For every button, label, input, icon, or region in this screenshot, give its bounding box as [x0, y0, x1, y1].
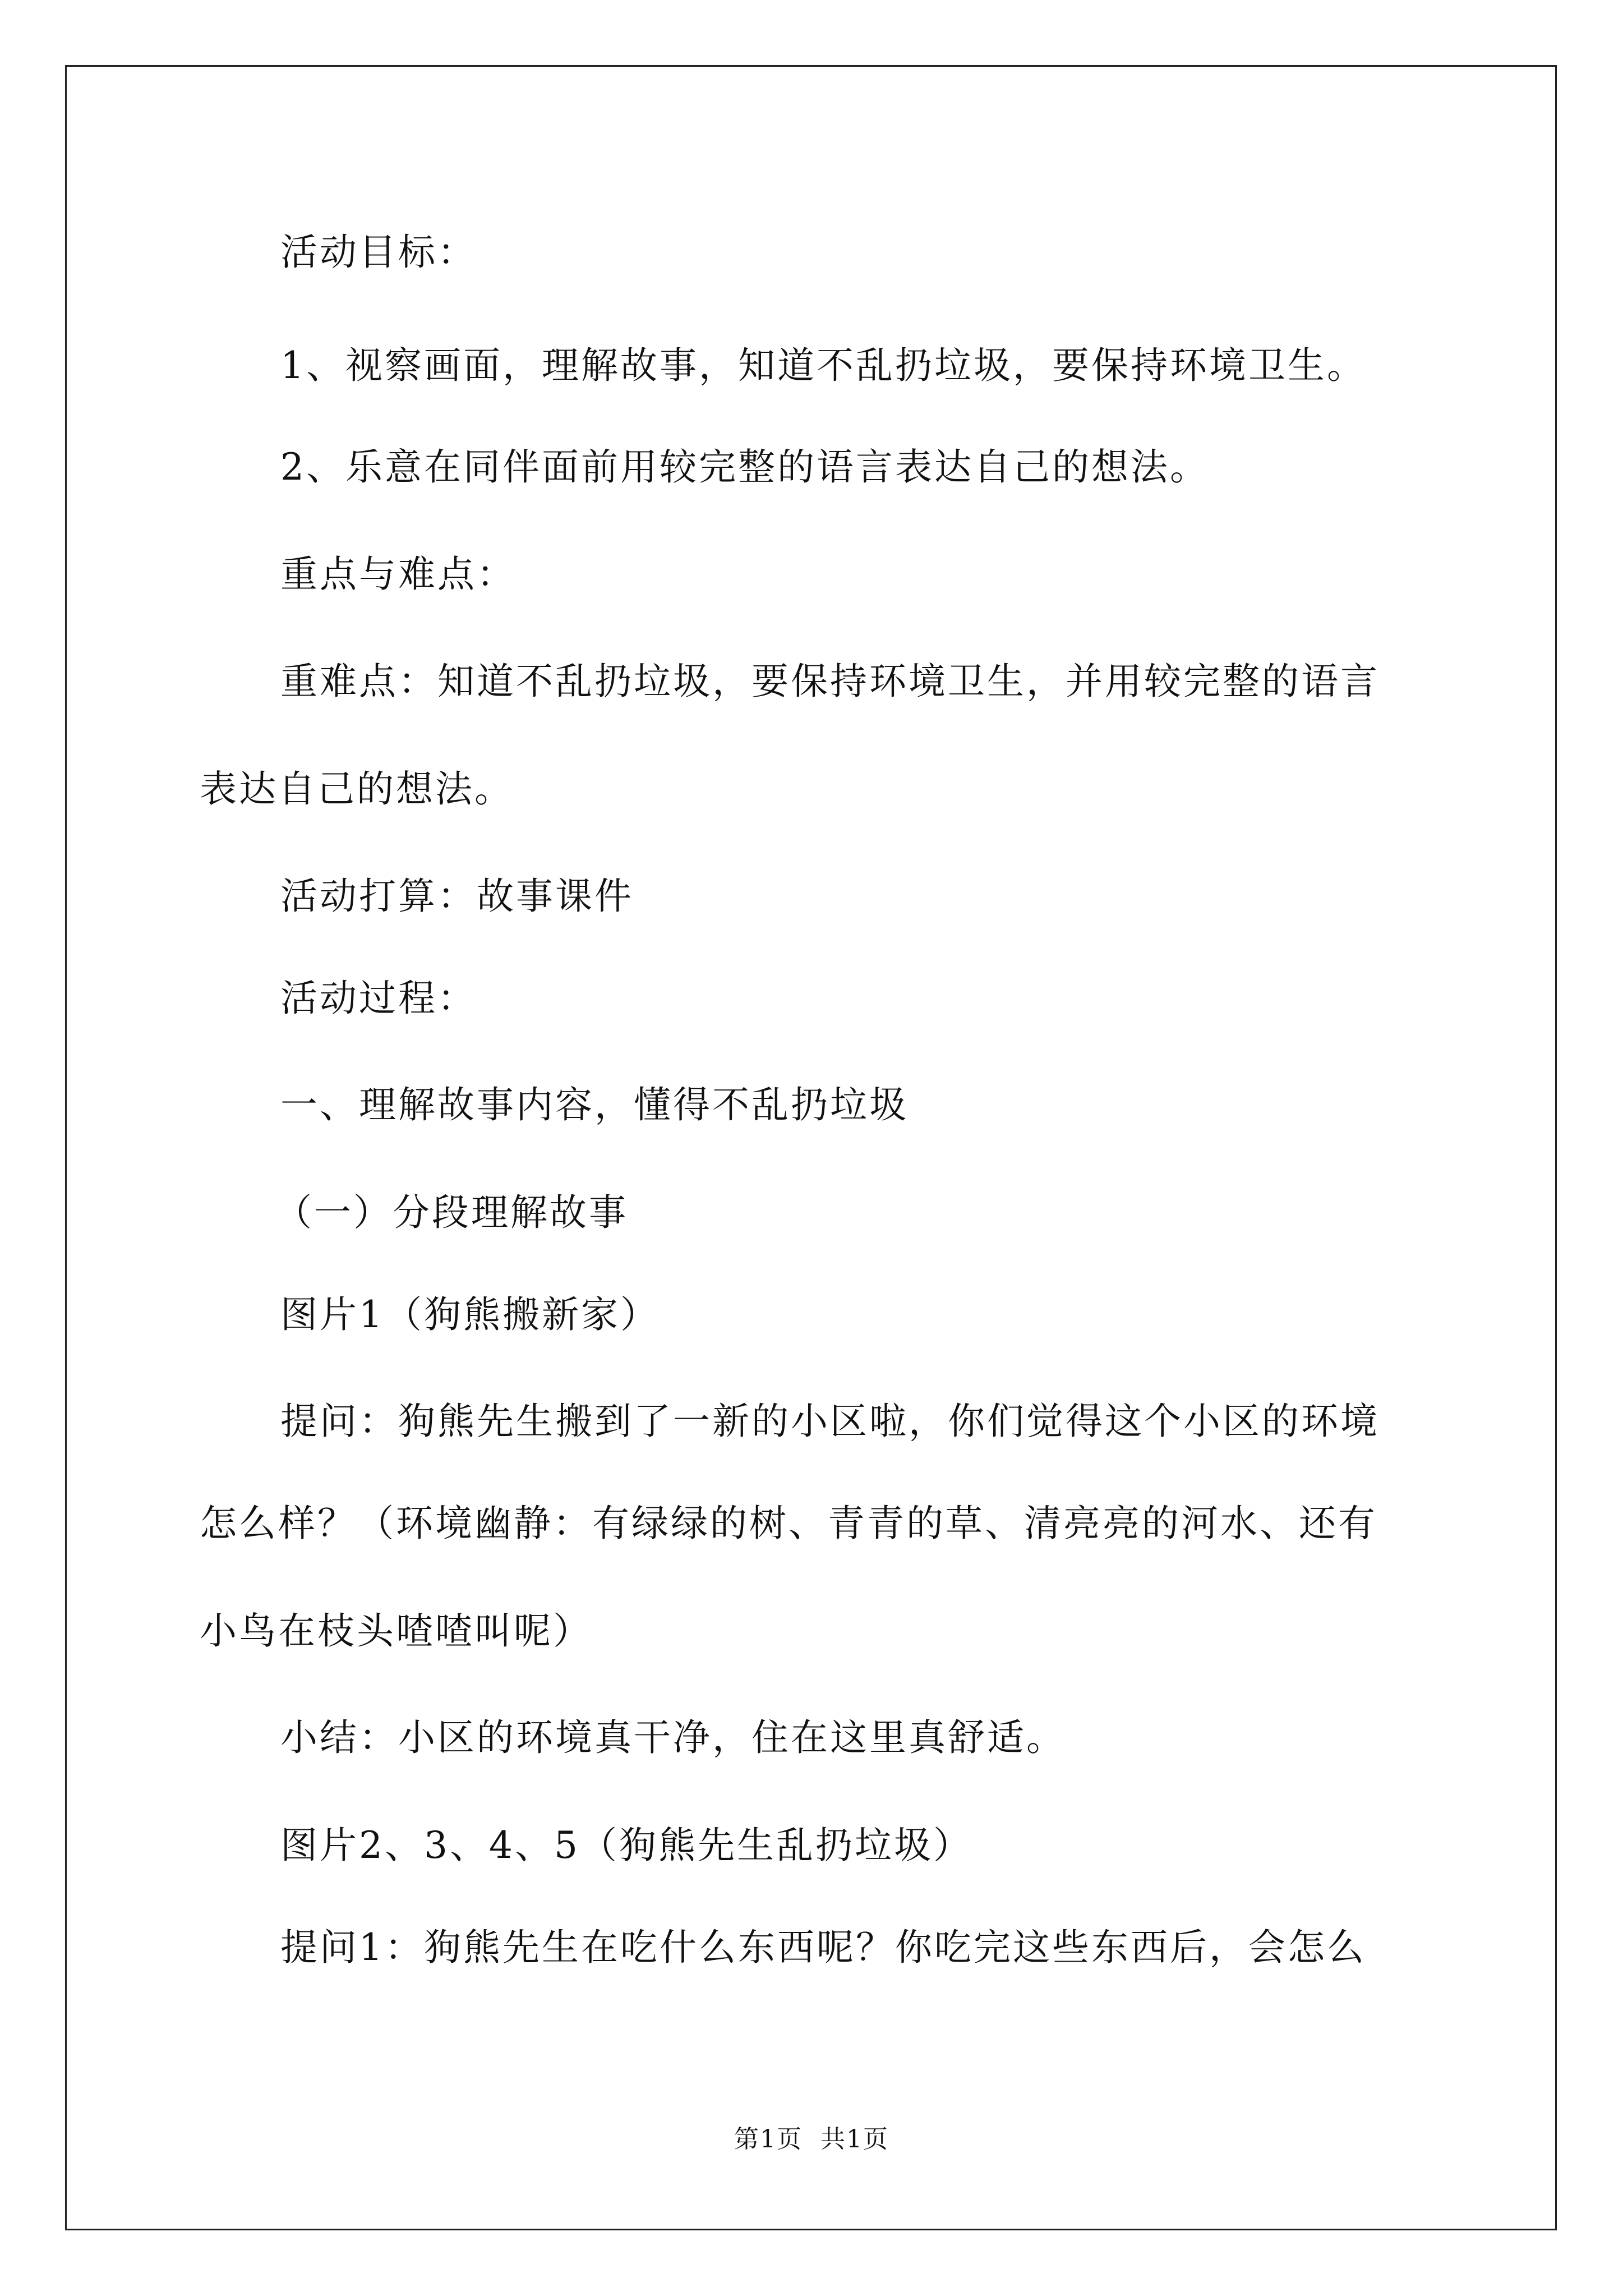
page-footer: [0, 2124, 1623, 2155]
paragraph-picture-2-5: 图片2、3、4、5（狗熊先生乱扔垃圾）: [280, 1824, 972, 1867]
paragraph-question-line-2: 怎么样？（环境幽静：有绿绿的树、青青的草、清亮亮的河水、还有: [200, 1502, 1377, 1545]
heading-key-points: 重点与难点：: [280, 553, 516, 596]
page-total: 共1页: [820, 2125, 889, 2154]
paragraph-key-points-line-2: 表达自己的想法。: [200, 767, 514, 811]
paragraph-question-line-3: 小鸟在枝头喳喳叫呢）: [200, 1609, 592, 1653]
heading-subsection-1: （一）分段理解故事: [275, 1191, 628, 1234]
page-border: [65, 65, 1557, 2230]
paragraph-key-points-line-1: 重难点：知道不乱扔垃圾，要保持环境卫生，并用较完整的语言: [280, 660, 1380, 703]
paragraph-preparation: 活动打算：故事课件: [280, 875, 634, 918]
paragraph-summary: 小结：小区的环境真干净，住在这里真舒适。: [280, 1716, 1066, 1759]
paragraph-picture-1: 图片1（狗熊搬新家）: [280, 1293, 660, 1336]
paragraph-goal-2: 2、乐意在同伴面前用较完整的语言表达自己的想法。: [280, 445, 1209, 489]
heading-activity-process: 活动过程：: [280, 977, 477, 1020]
paragraph-question-1: 提问1：狗熊先生在吃什么东西呢？你吃完这些东西后，会怎么: [280, 1926, 1366, 1969]
paragraph-question-line-1: 提问：狗熊先生搬到了一新的小区啦，你们觉得这个小区的环境: [280, 1400, 1380, 1443]
page-number: 第1页: [734, 2125, 803, 2154]
paragraph-goal-1: 1、视察画面，理解故事，知道不乱扔垃圾，要保持环境卫生。: [280, 344, 1366, 387]
heading-activity-goals: 活动目标：: [280, 231, 477, 274]
heading-section-1: 一、理解故事内容，懂得不乱扔垃圾: [280, 1083, 909, 1126]
